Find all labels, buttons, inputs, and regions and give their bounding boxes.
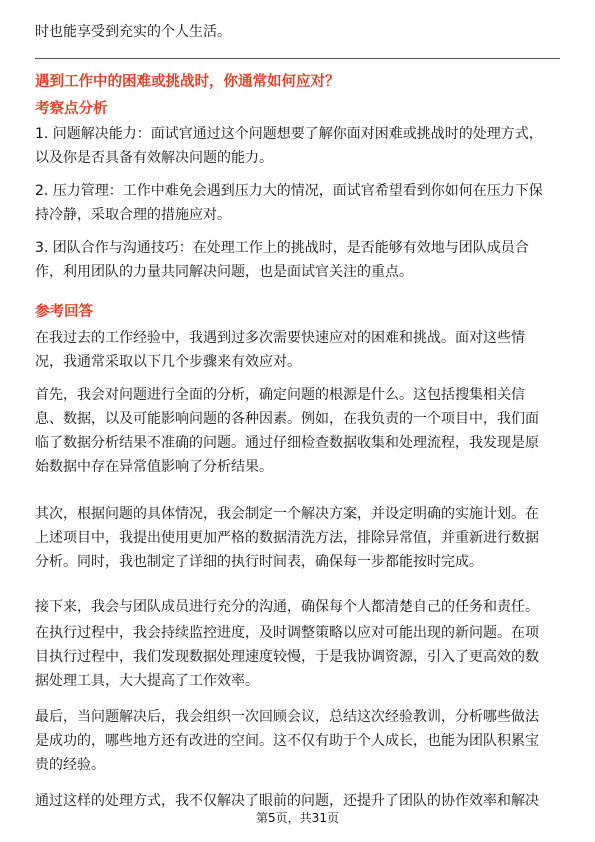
text-line: 分析。同时，我也制定了详细的执行时间表，确保每一步都能按时完成。 bbox=[35, 554, 483, 570]
text-line: 始数据中存在异常值影响了分析结果。 bbox=[35, 459, 273, 475]
text-line: 况，我通常采取以下几个步骤来有效应对。 bbox=[35, 354, 301, 370]
answer-paragraph-3 bbox=[35, 502, 565, 574]
text-line: 接下来，我会与团队成员进行充分的沟通，确保每个人都清楚自己的任务和责任。 bbox=[35, 599, 539, 615]
analysis-point-2 bbox=[35, 179, 565, 227]
text-line: 息、数据，以及可能影响问题的各种因素。例如，在我负责的一个项目中，我们面 bbox=[35, 411, 539, 427]
text-line: 2. 压力管理：工作中难免会遇到压力大的情况，面试官希望看到你如何在压力下保 bbox=[35, 183, 543, 199]
text-line: 通过这样的处理方式，我不仅解决了眼前的问题，还提升了团队的协作效率和解决 bbox=[35, 793, 539, 809]
text-line: 在我过去的工作经验中，我遇到过多次需要快速应对的困难和挑战。面对这些情 bbox=[35, 330, 525, 346]
section-divider bbox=[35, 58, 560, 59]
text-line: 贵的经验。 bbox=[35, 757, 105, 773]
text-line: 在执行过程中，我会持续监控进度，及时调整策略以应对可能出现的新问题。在项 bbox=[35, 625, 539, 641]
text-line: 时也能享受到充实的个人生活。 bbox=[35, 24, 231, 40]
text-line: 临了数据分析结果不准确的问题。通过仔细检查数据收集和处理流程，我发现是原 bbox=[35, 435, 539, 451]
analysis-heading: 考察点分析 bbox=[35, 101, 108, 117]
text-line: 3. 团队合作与沟通技巧：在处理工作上的挑战时，是否能够有效地与团队成员合 bbox=[35, 240, 529, 256]
text-line: 是成功的，哪些地方还有改进的空间。这不仅有助于个人成长，也能为团队积累宝 bbox=[35, 733, 539, 749]
answer-paragraph-5 bbox=[35, 621, 565, 693]
text-line: 上述项目中，我提出使用更加严格的数据清洗方法，排除异常值，并重新进行数据 bbox=[35, 530, 539, 546]
answer-heading: 参考回答 bbox=[35, 304, 93, 320]
answer-paragraph-1 bbox=[35, 326, 565, 374]
text-line: 首先，我会对问题进行全面的分析，确定问题的根源是什么。这包括搜集相关信 bbox=[35, 387, 525, 403]
text-line: 作，利用团队的力量共同解决问题，也是面试官关注的重点。 bbox=[35, 264, 413, 280]
analysis-point-3 bbox=[35, 236, 565, 284]
intro-tail-paragraph bbox=[35, 20, 565, 44]
answer-paragraph-4 bbox=[35, 595, 565, 619]
text-line: 持冷静，采取合理的措施应对。 bbox=[35, 207, 231, 223]
question-heading: 遇到工作中的困难或挑战时，你通常如何应对？ bbox=[35, 74, 340, 90]
answer-paragraph-6 bbox=[35, 705, 565, 777]
page-number-footer: 第5页，共31页 bbox=[256, 811, 339, 825]
analysis-point-1 bbox=[35, 122, 565, 170]
text-line: 以及你是否具备有效解决问题的能力。 bbox=[35, 150, 273, 166]
text-line: 最后，当问题解决后，我会组织一次回顾会议，总结这次经验教训，分析哪些做法 bbox=[35, 709, 539, 725]
text-line: 据处理工具，大大提高了工作效率。 bbox=[35, 673, 259, 689]
answer-paragraph-2 bbox=[35, 383, 565, 479]
text-line: 其次，根据问题的具体情况，我会制定一个解决方案，并设定明确的实施计划。在 bbox=[35, 506, 539, 522]
text-line: 1. 问题解决能力：面试官通过这个问题想要了解你面对困难或挑战时的处理方式， bbox=[35, 126, 543, 142]
text-line: 目执行过程中，我们发现数据处理速度较慢，于是我协调资源，引入了更高效的数 bbox=[35, 649, 539, 665]
